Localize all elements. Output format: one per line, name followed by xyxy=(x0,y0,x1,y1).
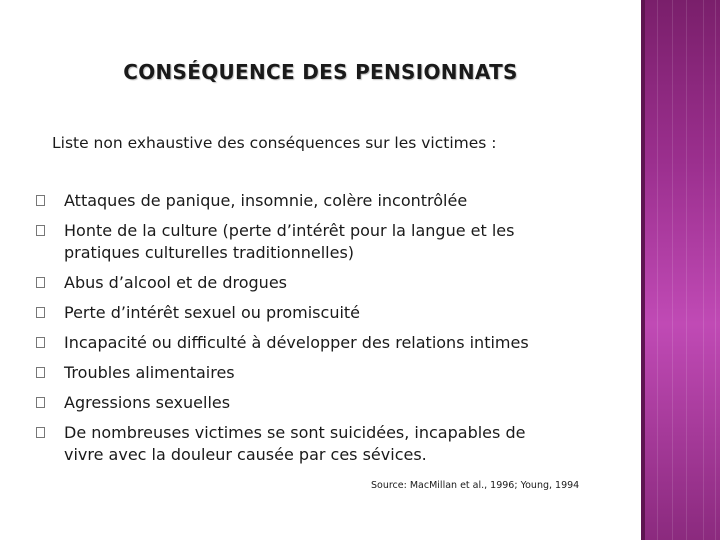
list-item xyxy=(36,332,626,354)
square-bullet-icon xyxy=(36,367,45,378)
bullet-text: Attaques de panique, insomnie, colère incontrôlée xyxy=(64,191,468,210)
square-bullet-icon xyxy=(36,195,45,206)
bullet-list xyxy=(36,190,626,474)
bullet-text: Honte de la culture (perte d’intérêt pour la langue et les xyxy=(64,221,515,240)
list-item xyxy=(36,190,626,212)
square-bullet-icon xyxy=(36,397,45,408)
square-bullet-icon xyxy=(36,225,45,236)
square-bullet-icon xyxy=(36,337,45,348)
bullet-text: Troubles alimentaires xyxy=(64,363,235,382)
bullet-text: Incapacité ou difficulté à développer des relations intimes xyxy=(64,333,529,352)
list-item xyxy=(36,392,626,414)
list-item xyxy=(36,272,626,294)
decorative-side-panel xyxy=(641,0,720,540)
bullet-text: Agressions sexuelles xyxy=(64,393,231,412)
bullet-text: Perte d’intérêt sexuel ou promiscuité xyxy=(64,303,361,322)
square-bullet-icon xyxy=(36,277,45,288)
bullet-text-continued: pratiques culturelles traditionnelles) xyxy=(64,243,355,262)
page-title: CONSÉQUENCE DES PENSIONNATS xyxy=(123,60,518,84)
list-item xyxy=(36,302,626,324)
list-item xyxy=(36,220,626,264)
list-item xyxy=(36,362,626,384)
source-citation: Source: MacMillan et al., 1996; Young, 1994 xyxy=(371,480,580,491)
list-item xyxy=(36,422,626,466)
bullet-text: Abus d’alcool et de drogues xyxy=(64,273,287,292)
bullet-text-continued: vivre avec la douleur causée par ces sévices. xyxy=(64,445,427,464)
square-bullet-icon xyxy=(36,307,45,318)
subtitle: Liste non exhaustive des conséquences sur les victimes : xyxy=(52,134,497,152)
square-bullet-icon xyxy=(36,427,45,438)
bullet-text: De nombreuses victimes se sont suicidées, incapables de xyxy=(64,423,526,442)
